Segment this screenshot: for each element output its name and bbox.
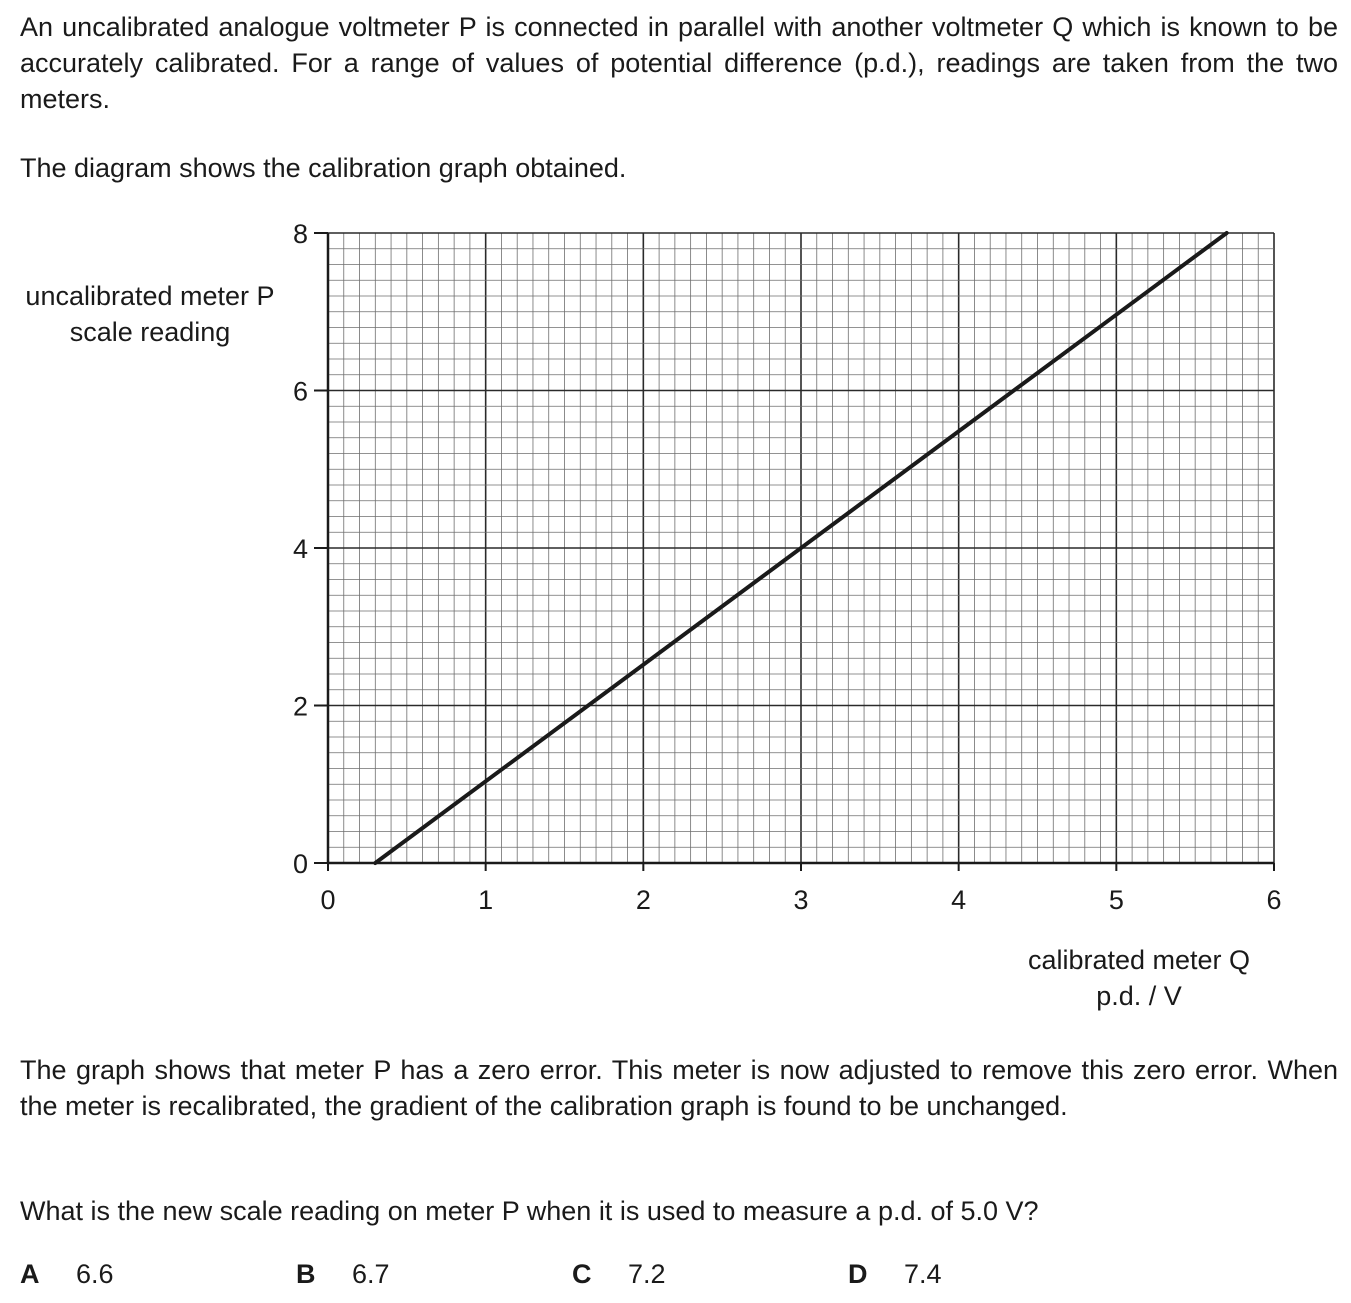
- option-a-letter: A: [20, 1259, 40, 1289]
- x-axis-label-line1: calibrated meter Q: [1027, 945, 1251, 975]
- question-followup: The graph shows that meter P has a zero error. This meter is now adjusted to remove this zero error. When the meter is recalibrated, the gradient of the calibration graph is found to be unchanged.: [20, 1055, 1338, 1121]
- option-a-value: 6.6: [76, 1259, 114, 1289]
- option-c[interactable]: [572, 1259, 666, 1290]
- question-prompt: What is the new scale reading on meter P when it is used to measure a p.d. of 5.0 V?: [20, 1196, 1039, 1226]
- y-axis-label-line1: uncalibrated meter P: [25, 281, 275, 311]
- option-b[interactable]: [296, 1259, 390, 1290]
- x-axis-label-line2: p.d. / V: [1096, 981, 1182, 1011]
- x-tick-label: 1: [478, 885, 494, 915]
- option-d[interactable]: [848, 1259, 942, 1290]
- option-c-letter: C: [572, 1259, 592, 1289]
- x-tick-label: 5: [1108, 885, 1124, 915]
- x-tick-label: 0: [320, 885, 336, 915]
- y-tick-label: 8: [292, 219, 308, 249]
- diagram-caption: The diagram shows the calibration graph obtained.: [20, 153, 627, 183]
- x-tick-label: 4: [951, 885, 967, 915]
- y-tick-label: 0: [292, 849, 308, 879]
- option-a[interactable]: [20, 1259, 114, 1290]
- question-intro: An uncalibrated analogue voltmeter P is connected in parallel with another voltmeter Q which is known to be accurately calibrated. For a range of values of potential difference (p.d.), readings are taken from the two meters.: [20, 12, 1338, 114]
- x-tick-label: 3: [793, 885, 809, 915]
- option-c-value: 7.2: [628, 1259, 666, 1289]
- y-tick-label: 2: [292, 691, 308, 722]
- y-axis-label-line2: scale reading: [69, 317, 231, 347]
- answer-options: [0, 1259, 1351, 1295]
- x-tick-label: 6: [1266, 885, 1282, 915]
- x-tick-label: 2: [635, 885, 651, 915]
- y-tick-label: 6: [292, 376, 308, 407]
- y-tick-label: 4: [292, 534, 308, 564]
- option-b-value: 6.7: [352, 1259, 390, 1289]
- option-b-letter: B: [296, 1259, 316, 1289]
- x-axis-label: [1000, 942, 1278, 1014]
- option-d-value: 7.4: [904, 1259, 942, 1289]
- option-d-letter: D: [848, 1259, 868, 1289]
